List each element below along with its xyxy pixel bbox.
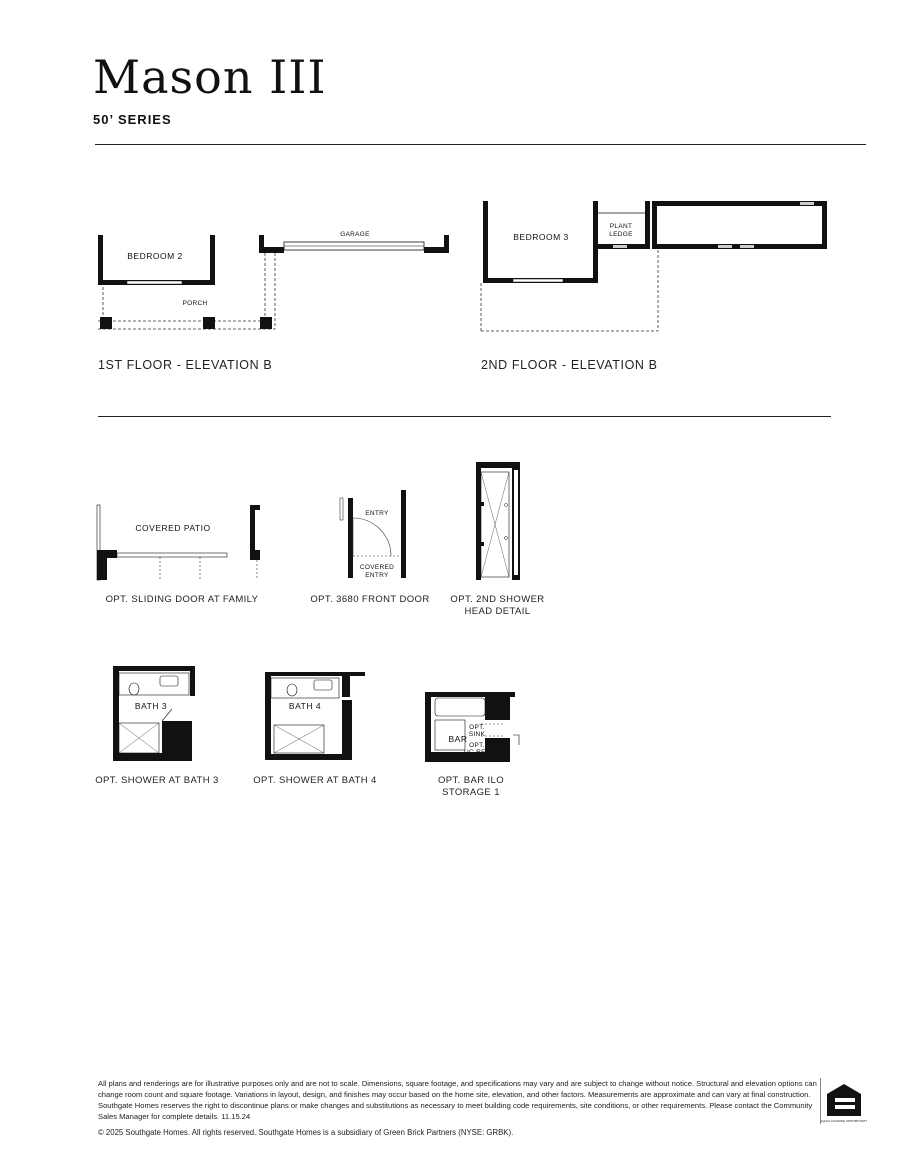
first-floor-caption: 1ST FLOOR - ELEVATION B xyxy=(98,358,273,372)
shower-head-plan xyxy=(474,460,522,582)
ledge-label: LEDGE xyxy=(609,231,633,238)
bedroom-3-label: BEDROOM 3 xyxy=(513,232,569,242)
bar-label: BAR xyxy=(448,734,468,744)
opt-sink-label: OPT. xyxy=(469,724,485,731)
bath-4-label: BATH 4 xyxy=(288,701,322,711)
porch-label: PORCH xyxy=(182,300,208,307)
entry-label: ENTRY xyxy=(365,510,389,517)
sliding-door-plan xyxy=(95,500,270,585)
covered-patio-label: COVERED PATIO xyxy=(135,523,211,533)
disclaimer-text: All plans and renderings are for illustrative purposes only and are not to scale. Dimensions, square footage, and specifications may vary and are subject to change without notice. Structural and elevation options can change room count and square footage. Variations in layout, design, and finishes may occur based on the home site, elevation, and other factors. Measurements are approximate and can vary at final construction. Southgate Homes reserves the right to discontinue plans or make changes and substitutions as necessary to meet building code requirements, site conditions, or other requirements. Please contact the Community Sales Manager for complete details. 11.15.24 xyxy=(98,1079,817,1121)
first-floor-plan xyxy=(95,225,455,337)
equal-housing-icon xyxy=(821,1078,867,1124)
plant-label: PLANT xyxy=(609,223,633,230)
sink-label: SINK xyxy=(468,731,486,738)
uc-ref-label: UC REF xyxy=(464,749,490,756)
second-floor-caption: 2ND FLOOR - ELEVATION B xyxy=(481,358,658,372)
bath-3-label: BATH 3 xyxy=(134,701,168,711)
second-floor-plan xyxy=(478,198,838,338)
opt-ref-label: OPT. xyxy=(469,742,485,749)
shower-head-caption-line2: HEAD DETAIL xyxy=(464,606,531,617)
garage-label: GARAGE xyxy=(340,231,370,238)
bar-caption-line1: OPT. BAR ILO xyxy=(437,775,505,786)
copyright-text: © 2025 Southgate Homes. All rights reserved. Southgate Homes is a subsidiary of Green Brick Partners (NYSE: GRBK). xyxy=(98,1128,514,1137)
bedroom-2-label: BEDROOM 2 xyxy=(127,251,183,261)
bath-4-plan xyxy=(262,670,367,762)
shower-head-caption-line1: OPT. 2ND SHOWER xyxy=(450,594,545,605)
front-door-plan xyxy=(335,488,415,583)
bath-4-caption: OPT. SHOWER AT BATH 4 xyxy=(253,775,377,786)
section-divider xyxy=(98,416,831,417)
bath-3-caption: OPT. SHOWER AT BATH 3 xyxy=(95,775,219,786)
series-label: 50’ SERIES xyxy=(93,112,172,127)
covered-entry-label: ENTRY xyxy=(365,572,389,579)
bath-3-plan xyxy=(110,663,200,763)
bar-caption-line2: STORAGE 1 xyxy=(442,787,500,798)
front-door-caption: OPT. 3680 FRONT DOOR xyxy=(310,594,430,605)
shower-head-caption xyxy=(440,594,555,618)
header-divider xyxy=(95,144,866,145)
sliding-door-caption: OPT. SLIDING DOOR AT FAMILY xyxy=(105,594,259,605)
page-title: Mason III xyxy=(93,50,327,104)
bar-plan xyxy=(423,690,523,765)
eho-text: EQUAL HOUSING OPPORTUNITY xyxy=(821,1119,867,1123)
covered-label: COVERED xyxy=(359,564,395,571)
bar-caption xyxy=(415,775,527,799)
equal-housing-logo xyxy=(820,1078,867,1124)
